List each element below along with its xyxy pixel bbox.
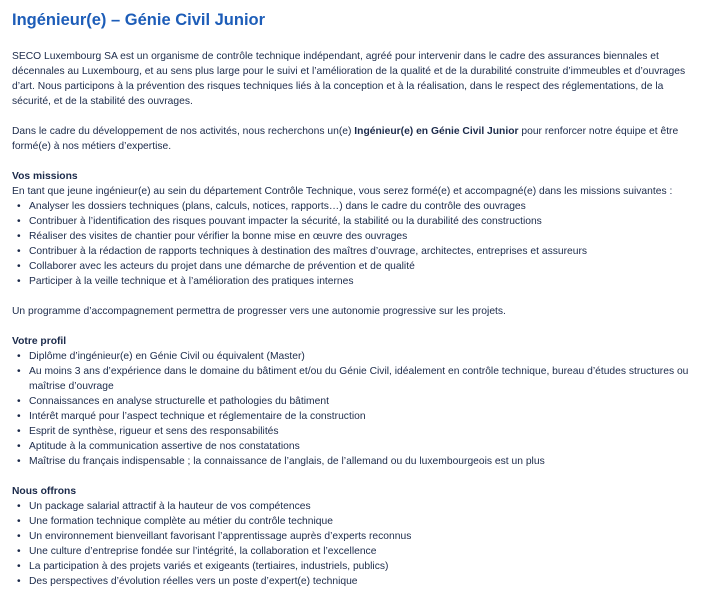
list-item: • Un package salarial attractif à la hauteur de vos compétences bbox=[12, 499, 697, 514]
list-item: • Participer à la veille technique et à l’amélioration des pratiques internes bbox=[12, 274, 697, 289]
offer-heading: Nous offrons bbox=[12, 486, 77, 497]
company-intro-paragraph: SECO Luxembourg SA est un organisme de contrôle technique indépendant, agréé pour intervenir dans le cadre des assurances biennales et décennales au Luxembourg, et au sens plus large pour le suivi et l’amélioration de la qualité et de la durabilité construite d’immeubles et d’ouvrages d’art. Nous participons à la prévention des risques techniques liés à la conception et à la réalisation, dans le respect des réglementations, de la sécurité, et de la stabilité des ouvrages. bbox=[12, 51, 686, 107]
profile-list bbox=[12, 349, 697, 469]
list-item: • Analyser les dossiers techniques (plans, calculs, notices, rapports…) dans le cadre du contrôle des ouvrages bbox=[12, 199, 697, 214]
list-item: • Contribuer à l’identification des risques pouvant impacter la sécurité, la stabilité ou la durabilité des constructions bbox=[12, 214, 697, 229]
page-title: Ingénieur(e) – Génie Civil Junior bbox=[12, 11, 266, 29]
list-item: • Une culture d’entreprise fondée sur l’intégrité, la collaboration et l’excellence bbox=[12, 544, 697, 559]
list-item: • Contribuer à la rédaction de rapports techniques à destination des maîtres d’ouvrage, architectes, entreprises et assureurs bbox=[12, 244, 697, 259]
list-item: • Collaborer avec les acteurs du projet dans une démarche de prévention et de qualité bbox=[12, 259, 697, 274]
list-item: • Un environnement bienveillant favorisant l’apprentissage auprès d’experts reconnus bbox=[12, 529, 697, 544]
list-item: • Aptitude à la communication assertive de nos constatations bbox=[12, 439, 697, 454]
job-title-highlight: Ingénieur(e) en Génie Civil Junior bbox=[354, 126, 519, 137]
missions-list bbox=[12, 199, 697, 289]
missions-intro: En tant que jeune ingénieur(e) au sein du département Contrôle Technique, vous serez formé(e) et accompagné(e) dans les missions suivantes : bbox=[12, 186, 673, 197]
list-item: • Réaliser des visites de chantier pour vérifier la bonne mise en œuvre des ouvrages bbox=[12, 229, 697, 244]
list-item: • Diplôme d’ingénieur(e) en Génie Civil ou équivalent (Master) bbox=[12, 349, 697, 364]
list-item: • Maîtrise du français indispensable ; la connaissance de l’anglais, de l’allemand ou du luxembourgeois est un plus bbox=[12, 454, 697, 469]
program-paragraph: Un programme d’accompagnement permettra de progresser vers une autonomie progressive sur les projets. bbox=[12, 306, 506, 317]
list-item: • Au moins 3 ans d’expérience dans le domaine du bâtiment et/ou du Génie Civil, idéalement en contrôle technique, bureau d’études structures ou maîtrise d’ouvrage bbox=[12, 364, 697, 394]
list-item: • Esprit de synthèse, rigueur et sens des responsabilités bbox=[12, 424, 697, 439]
missions-heading: Vos missions bbox=[12, 171, 78, 182]
list-item: • Des perspectives d’évolution réelles vers un poste d’expert(e) technique bbox=[12, 574, 697, 589]
offer-list bbox=[12, 499, 697, 589]
recruit-text-after: pour renforcer notre équipe et être formé(e) à nos métiers d’expertise. bbox=[12, 126, 679, 152]
list-item: • La participation à des projets variés et exigeants (tertiaires, industriels, publics) bbox=[12, 559, 697, 574]
list-item: • Intérêt marqué pour l’aspect technique et réglementaire de la construction bbox=[12, 409, 697, 424]
profile-heading: Votre profil bbox=[12, 336, 67, 347]
recruit-text-before: Dans le cadre du développement de nos activités, nous recherchons un(e) bbox=[12, 126, 355, 137]
recruit-paragraph bbox=[12, 124, 697, 154]
list-item: • Connaissances en analyse structurelle et pathologies du bâtiment bbox=[12, 394, 697, 409]
list-item: • Une formation technique complète au métier du contrôle technique bbox=[12, 514, 697, 529]
